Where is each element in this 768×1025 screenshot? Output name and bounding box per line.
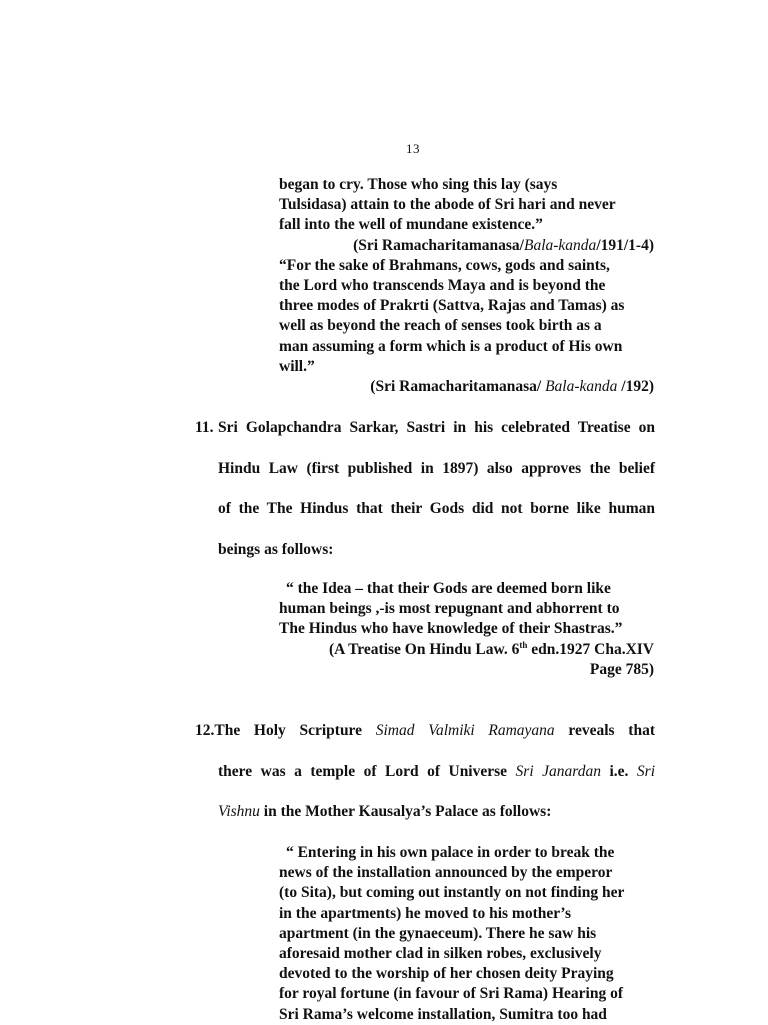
paragraph-line: 12.The Holy Scripture Simad Valmiki Ramayana reveals that — [195, 711, 655, 752]
quote-line: fall into the well of mundane existence.” — [279, 216, 543, 234]
quote-line: began to cry. Those who sing this lay (says — [279, 176, 558, 193]
paragraph-line: 11. Sri Golapchandra Sarkar, Sastri in his celebrated Treatise on — [195, 408, 655, 449]
quote-line: well as beyond the reach of senses took birth as a — [279, 317, 602, 335]
paragraph-line: Hindu Law (first published in 1897) also approves the belief — [218, 459, 655, 477]
quote-block-valmiki-ramayana — [279, 843, 654, 1025]
quote-line: “ Entering in his own palace in order to break the — [285, 844, 615, 861]
page-number: 13 — [406, 141, 420, 156]
quote-line: human beings ,-is most repugnant and abhorrent to — [279, 600, 620, 618]
quote-line: (to Sita), but coming out instantly on not finding her — [279, 884, 625, 902]
paragraph-12 — [195, 711, 655, 833]
quote-line: “For the sake of Brahmans, cows, gods and saints, — [279, 256, 610, 274]
quote-block-hindu-law — [279, 579, 654, 680]
quote-line: devoted to the worship of her chosen deity Praying — [279, 965, 614, 983]
quote-line: Tulsidasa) attain to the abode of Sri hari and never — [279, 196, 616, 214]
quote-block-ramacharitamanasa — [279, 175, 654, 397]
paragraph-11 — [195, 408, 655, 570]
quote-citation: (Sri Ramacharitamanasa/Bala-kanda/191/1-4) — [353, 236, 654, 254]
quote-line: news of the installation announced by the emperor — [279, 864, 613, 882]
quote-line: “ the Idea – that their Gods are deemed born like — [285, 580, 611, 597]
paragraph-line: there was a temple of Lord of Universe Sri Janardan i.e. Sri — [218, 762, 655, 780]
quote-citation: Page 785) — [589, 660, 654, 678]
quote-line: in the apartments) he moved to his mother’s — [279, 904, 572, 922]
quote-line: Sri Rama’s welcome installation, Sumitra too had — [279, 1005, 607, 1023]
quote-citation: (A Treatise On Hindu Law. 6th edn.1927 Cha.XIV — [329, 639, 654, 658]
paragraph-number: 11. — [195, 419, 214, 436]
quote-line: The Hindus who have knowledge of their Shastras.” — [279, 620, 623, 638]
quote-line: man assuming a form which is a product of His own — [279, 337, 623, 355]
quote-citation: (Sri Ramacharitamanasa/ Bala-kanda /192) — [370, 378, 654, 396]
quote-line: will.” — [279, 357, 315, 375]
paragraph-number: 12. — [195, 722, 215, 739]
paragraph-line: beings as follows: — [218, 540, 334, 558]
quote-line: for royal fortune (in favour of Sri Rama) Hearing of — [279, 985, 623, 1003]
quote-line: three modes of Prakrti (Sattva, Rajas and Tamas) as — [279, 297, 625, 315]
quote-line: the Lord who transcends Maya and is beyond the — [279, 277, 606, 295]
paragraph-line: Vishnu in the Mother Kausalya’s Palace as follows: — [218, 803, 552, 820]
quote-line: apartment (in the gynaeceum). There he saw his — [279, 924, 597, 942]
quote-line: aforesaid mother clad in silken robes, exclusively — [279, 945, 602, 963]
paragraph-line: of the The Hindus that their Gods did not borne like human — [218, 500, 655, 517]
